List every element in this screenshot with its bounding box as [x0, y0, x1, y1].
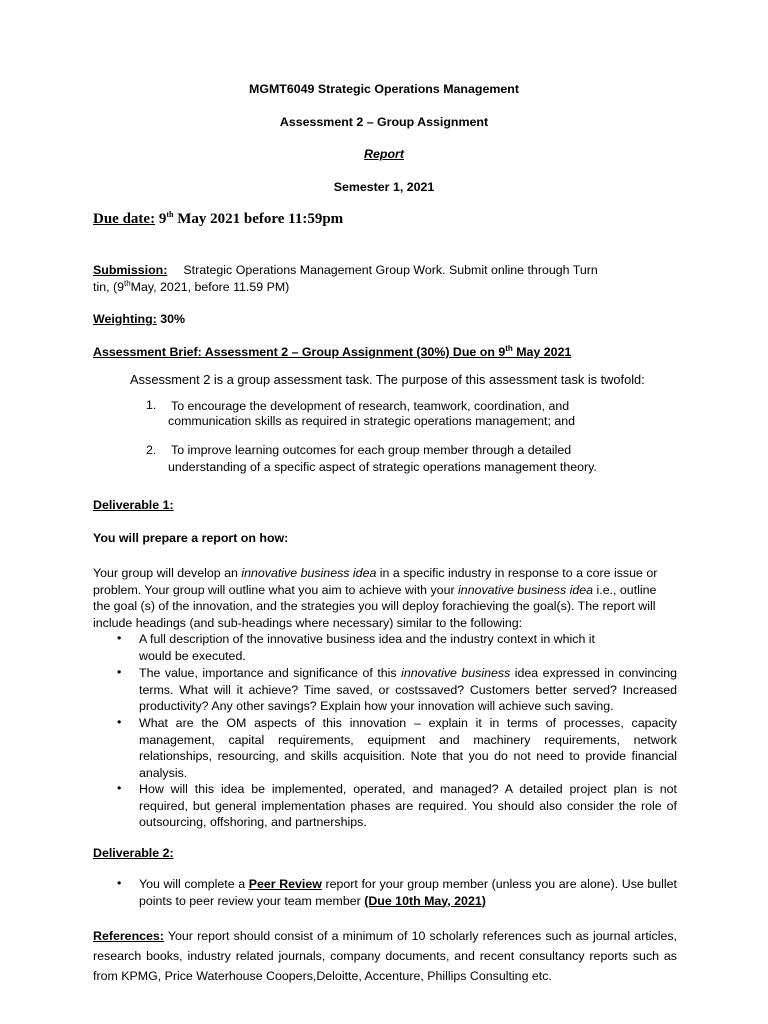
weighting [93, 311, 677, 328]
list-item-cont: communication skills as required in strategic operations management; and [168, 414, 576, 428]
bullet-icon: • [117, 876, 122, 890]
peer-review-due: (Due 10th May, 2021) [364, 893, 486, 908]
list-item-cont: understanding of a specific aspect of strategic operations management theory. [168, 460, 597, 474]
due-date-rest: May 2021 before 11:59pm [173, 211, 344, 227]
weighting-value: 30% [156, 312, 186, 326]
semester-label: Semester 1, 2021 [333, 180, 435, 194]
assessment-brief-heading: Assessment Brief: Assessment 2 – Group Assignment (30%) Due on 9th May 2021 [93, 343, 572, 359]
list-item-number: 1. [146, 398, 157, 412]
references-text: Your report should consist of a minimum of 10 scholarly references such as journal articles, research books, industry related journals, company documents, and recent consultancy reports such as from KPMG, Price Waterhouse Coopers,Deloitte, Accenture, Phillips Consulting etc. [93, 929, 677, 983]
report-label [0, 147, 768, 161]
submission-label: Submission: [93, 263, 168, 277]
peer-review-text: Peer Review [248, 877, 322, 891]
deliverable2-heading: Deliverable 2: [93, 846, 174, 860]
bullet-item: The value, importance and significance of this innovative business idea expressed in convincing terms. What will it achieve? Time saved, or costssaved? Customers better served? Increased productivity? Any other savings? Explain how your innovation will achieve such saving. [139, 666, 678, 713]
brief-intro: Assessment 2 is a group assessment task. The purpose of this assessment task is twofold: [130, 372, 645, 387]
list-item: To encourage the development of research, teamwork, coordination, and [171, 399, 570, 413]
list-item-number: 2. [146, 443, 157, 457]
submission-line2: tin, (9thMay, 2021, before 11.59 PM) [93, 278, 290, 294]
list-item: To improve learning outcomes for each group member through a detailed [171, 443, 572, 457]
submission-block [93, 262, 677, 295]
bullet-item: How will this idea be implemented, operated, and managed? A detailed project plan is not required, but general implementation phases are required. You should also consider the role of outsourcing, offshoring, and partnerships. [139, 782, 677, 829]
bullet-item: A full description of the innovative business idea and the industry context in which it would be executed. [139, 632, 595, 663]
bullet-icon: • [117, 631, 122, 645]
bullet-item: What are the OM aspects of this innovation – explain it in terms of processes, capacity management, capital requirements, equipment and machinery requirements, network relationships, resourcing, and skills acquisition. Note that you do not need to provide financial analysis. [139, 716, 677, 780]
due-date-day: 9 [155, 211, 167, 227]
due-date-label: Due date: [93, 211, 156, 227]
course-title: MGMT6049 Strategic Operations Management [249, 82, 519, 96]
deliverable1-heading: Deliverable 1: [93, 498, 174, 512]
bullet-item: You will complete a Peer Review report for your group member (unless you are alone). Use bullet points to peer review your team member (Due 10th May, 2021) [139, 877, 678, 908]
submission-line1 [93, 262, 677, 279]
submission-text: Strategic Operations Management Group Work. Submit online through Turn [183, 263, 598, 277]
due-date-sup: th [166, 210, 174, 219]
deliverable1-paragraph: Your group will develop an innovative business idea in a specific industry in response to a core issue or problem. Your group will outline what you aim to achieve with your innovative business idea i.e., outline the goal (s) of the innovation, and the strategies you will deploy forachieving the goal(s). The report will include headings (and sub-headings where necessary) similar to the following: [93, 566, 658, 630]
deliverable1-subheading: You will prepare a report on how: [93, 531, 289, 545]
report-type: Report [364, 147, 404, 161]
weighting-label: Weighting: [93, 312, 157, 326]
bullet-icon: • [117, 665, 122, 679]
assessment-title: Assessment 2 – Group Assignment [279, 115, 489, 129]
due-date [93, 211, 343, 228]
bullet-icon: • [117, 781, 122, 795]
references-label: References: [93, 929, 164, 943]
bullet-icon: • [117, 715, 122, 729]
references-paragraph [93, 926, 677, 986]
